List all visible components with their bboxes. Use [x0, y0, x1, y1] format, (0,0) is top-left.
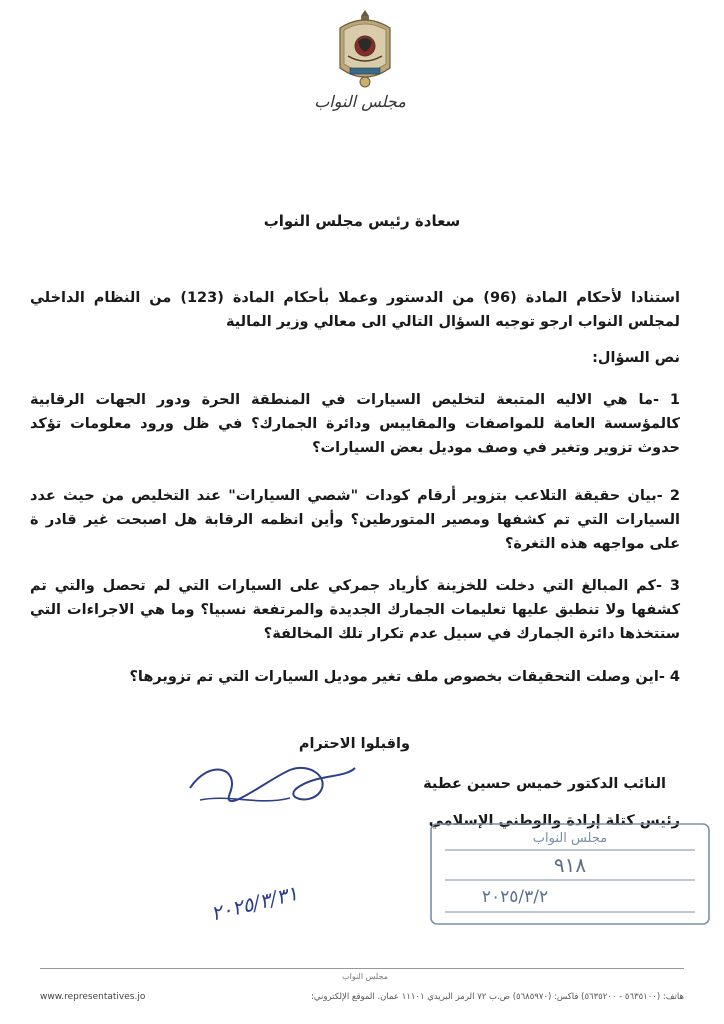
- footer-logo-text: مجلس النواب: [342, 972, 388, 981]
- signatory-name: النائب الدكتور خميس حسين عطية: [423, 776, 666, 792]
- footer-divider: [40, 968, 684, 969]
- stamp-title: مجلس النواب: [532, 831, 608, 846]
- institution-logo-text: مجلس النواب: [314, 92, 406, 111]
- footer-website-link[interactable]: www.representatives.jo: [40, 992, 146, 1002]
- question-item: 3 -كم المبالغ التي دخلت للخزينة كأرياد جمركي على السيارات التي لم تحصل والتي تم كشفها ولا تنطبق عليها تعليمات الجمارك الجديدة والمرتفعة نسبيا؟ وما هي الاجراءات التي ستتخذها دائرة الجمارك في سبيل عدم تكرار تلك المخالفة؟: [30, 578, 680, 642]
- question-heading: نص السؤال:: [592, 350, 680, 366]
- stamp-date: ٢٠٢٥/٣/٢: [481, 887, 549, 907]
- coat-of-arms-icon: [334, 6, 396, 92]
- question-item: 4 -اين وصلت التحقيقات بخصوص ملف تغير موديل السيارات التي تم تزويرها؟: [129, 669, 680, 685]
- handwritten-signature: [170, 748, 370, 848]
- receipt-stamp: [425, 820, 715, 930]
- svg-text:٢٠٢٥/٣/٣١: ٢٠٢٥/٣/٣١: [208, 880, 301, 926]
- handwritten-date: [196, 870, 316, 940]
- question-item: 1 -ما هي الاليه المتبعة لتخليص السيارات في المنطقة الحرة ودور الجهات الرقابية كالمؤسسة العامة للمواصفات والمقاييس ودائرة الجمارك؟ في ظل ورود معلومات تؤكد حدوث تزوير وتغير في وصف موديل بعض السيارات؟: [30, 392, 680, 456]
- question-item: 2 -بيان حقيقة التلاعب بتزوير أرقام كودات "شصي السيارات" عند التخليص من حيث عدد السيارات التي تم كشفها ومصير المتورطين؟ وأين انظمه الرقابة هل اصبحت غير قادر ة على مواجهه هذه الثغرة؟: [30, 488, 680, 552]
- addressee-line: سعادة رئيس مجلس النواب: [263, 212, 461, 230]
- stamp-number: ٩١٨: [553, 853, 587, 877]
- closing-line: واقبلوا الاحترام: [298, 736, 410, 752]
- footer-contact: هاتف: (٥٦٣٥١٠٠ - ٥٦٣٥٢٠٠) فاكس: (٥٦٨٥٩٧٠) ص.ب ٧٢ الرمز البريدي ١١١٠١ عمان. الموقع الإلكتروني:: [311, 992, 684, 1002]
- intro-paragraph: استنادا لأحكام المادة (96) من الدستور وعملا بأحكام المادة (123) من النظام الداخلي لمجلس النواب ارجو توجيه السؤال التالي الى معالي وزير المالية: [30, 290, 680, 330]
- signatory-title: رئيس كتلة إرادة والوطني الإسلامي: [428, 813, 680, 829]
